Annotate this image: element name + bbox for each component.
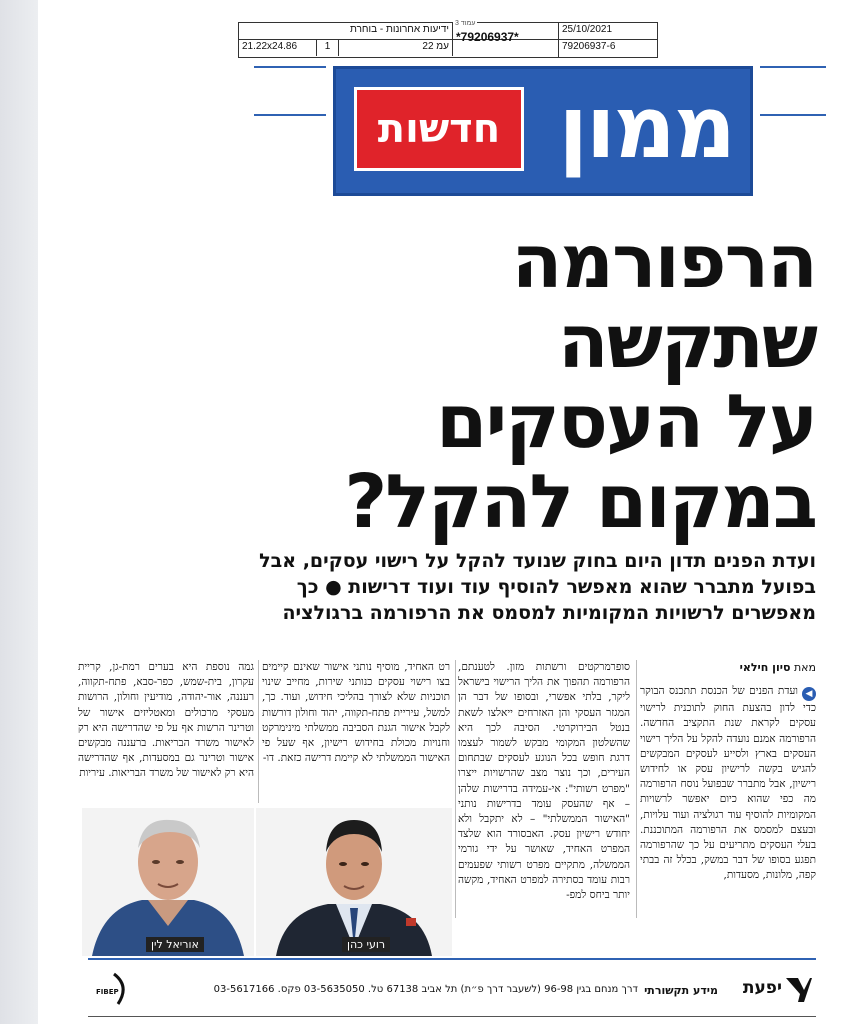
article-column-1 bbox=[640, 660, 816, 918]
play-arrow-icon: ◀ bbox=[802, 687, 816, 701]
clip-count: 1 bbox=[317, 40, 339, 56]
page-shadow bbox=[0, 0, 38, 1024]
column-text: רט האחיד, מוסיף נותני אישור שאינם קיימים בצו רישוי עסקים כנותני שירות, מחייב שינוי תוכניות שלא לצורך בהליכי חידוש, ועוד. כך, למשל, עיריית פתח-תקווה, יהוד וחולון דורשות לקבל אישור הגנת הסביבה ממשלתי מינימרקט וחנויות מכולת בחידוש רישיון, אף שעל פי האישור הממשלתי לא קיימת דרישה כזאת. דו- bbox=[262, 661, 450, 765]
article-column-3 bbox=[262, 660, 450, 803]
fibep-label: FIBEP bbox=[96, 988, 119, 996]
lead-line: מאפשרים לרשויות המקומיות למסמס את הרפורמה ברגולציה bbox=[282, 602, 816, 624]
column-divider bbox=[636, 660, 637, 918]
photo-roi-cohen bbox=[256, 808, 452, 956]
byline-prefix: מאת bbox=[793, 661, 816, 674]
lead-line: ועדת הפנים תדון היום בחוק שנועד להקל על רישוי עסקים, אבל bbox=[259, 550, 816, 572]
masthead-badge bbox=[354, 87, 524, 171]
masthead-rule-right-bottom bbox=[760, 114, 826, 116]
portrait-older-man-icon bbox=[82, 808, 254, 956]
photo-caption-roi: רועי כהן bbox=[342, 937, 390, 952]
headline-line: על העסקים bbox=[435, 379, 816, 465]
masthead-title: ממון bbox=[558, 78, 734, 178]
photo-caption-arial: אוריאל לין bbox=[146, 937, 204, 952]
headline-line: שתקשה bbox=[557, 299, 816, 385]
clipping-footer bbox=[86, 968, 816, 1012]
masthead-rule-left-top bbox=[254, 66, 326, 68]
clip-size: 21.22x24.86 bbox=[239, 40, 317, 56]
headline-line: במקום להקל? bbox=[344, 459, 816, 545]
photo-arial-lin bbox=[82, 808, 254, 956]
fibep-logo bbox=[90, 972, 130, 1006]
column-text: סופרמרקטים ורשתות מזון. לטענתם, הרפורמה תהפוך את הליך הרישוי בישראל ליקר, בלתי אפשרי, ובסופו של דבר הן המגזר העסקי והן האזרחים ייאלצו לשאת בנטל הבירוקרטי. הסיבה לכך היא שהשלטון המקומי מבקש לשמור לעצמו דרגת חופש בכל הנוגע לעסקים שבתחום העירים, וכך נוצר מצב שהרשויות ייצרו "מפרט רשותי": אי-עמידה בדרישות שלהן – אף שהעסק עומד בדרישות נותני "האישור הממשלתי" – לא יתקבל ולא יחודש רישיון עסק. האבסורד הוא שלצד המפרט האחיד, שאושר על ידי גורמי הממשלה, מתקיים מפרט רשותי שפעמים רבות עומד בסתירה למפרט האחיד, מקשה יותר ביחס למפ- bbox=[458, 661, 630, 902]
portrait-man-in-suit-icon bbox=[256, 808, 452, 956]
column-text: ועדת הפנים של הכנסת תתכנס הבוקר כדי לדון בהצעת החוק לתוכנית לרישוי עסקים לקראת שנת התקציב החדשה. הרפורמה אמנם נועדה להקל על הליך רישוי העסקים בארץ ולסייע לעסקים המבקשים להגיש בקשה לרישיון עסק או לחידוש רישיון, אבל מתברר שבפועל נוסח הרפורמה מה כפי שהוא כיום יאפשר לרשויות המקומיות להוסיף עוד רגולציה ועוד עלויות, ובעצם למסמס את הרפורמה המתוכננת. בעלי העסקים מתריעים על כך שהרפורמה תפגע בסופו של דבר במשק, בכלל זה בבתי קפה, מלונות, מסעדות, bbox=[640, 685, 816, 882]
footer-brand-sub: מידע תקשורתי bbox=[644, 984, 718, 997]
clip-page-label: עמוד 3 bbox=[455, 20, 476, 27]
clip-id: 79206937-6 bbox=[562, 41, 616, 52]
headline-line: הרפורמה bbox=[511, 219, 816, 305]
yifat-logo-icon bbox=[784, 974, 814, 1004]
column-text: גמה נוספת היא בערים רמת-גן, קריית עקרון, בית-שמש, כפר-סבא, פתח-תקווה, רעננה, אור-יהודה, מודיעין וחולון, הרושות מעסקי מרכולים ומאטליזים אישור של וטרינר הרשות אף על פי שהדרישה היא רק לאישור משרד הבריאות. ברעננה מבקשים אישור וטרינר גם במסעדות, אף שהדרישה היא רק לאישור של משרד הבריאות. עיריות bbox=[78, 661, 254, 780]
clip-page: עמ 22 bbox=[339, 40, 453, 56]
clip-paper-name: ידיעות אחרונות - בוחרת bbox=[239, 23, 453, 39]
section-masthead bbox=[333, 66, 753, 196]
byline-name: סיון חילאי bbox=[739, 661, 791, 674]
footer-brand: יפעת bbox=[742, 978, 782, 998]
column-divider bbox=[258, 660, 259, 803]
column-divider bbox=[455, 660, 456, 918]
footer-address: דרך מנחם בגין 96-98 (לשעבר דרך פ״ת) תל אביב 67138 טל. 03-5635050 פקס. 03-5617166 bbox=[213, 984, 638, 995]
masthead-rule-left-bottom bbox=[254, 114, 326, 116]
article-column-4 bbox=[78, 660, 254, 803]
article-lead bbox=[250, 548, 816, 626]
clip-code: *79206937* bbox=[453, 23, 559, 57]
footer-bottom-rule bbox=[88, 1016, 816, 1017]
byline bbox=[640, 660, 816, 675]
article-column-2 bbox=[458, 660, 630, 918]
lead-line: בפועל מתברר שהוא מאפשר להוסיף עוד ועוד דרישות ● כך bbox=[296, 576, 816, 598]
article-headline bbox=[250, 219, 816, 545]
clipping-info-box bbox=[238, 22, 658, 58]
clip-date: 25/10/2021 bbox=[562, 24, 613, 35]
article-paragraph bbox=[640, 684, 816, 883]
footer-rule bbox=[88, 958, 816, 960]
masthead-rule-right-top bbox=[760, 66, 826, 68]
masthead-badge-label: חדשות bbox=[377, 106, 501, 152]
